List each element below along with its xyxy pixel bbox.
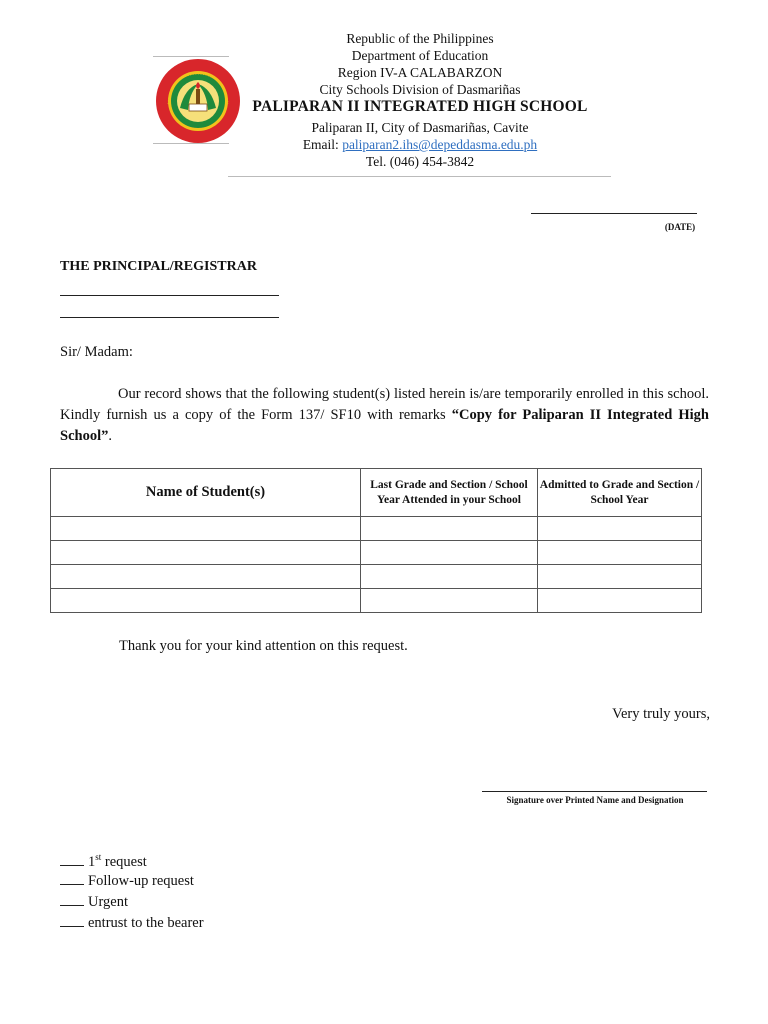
table-cell[interactable]	[538, 517, 702, 541]
addressee-blank-line-1	[60, 295, 279, 296]
school-address: Paliparan II, City of Dasmariñas, Cavite	[311, 120, 529, 135]
table-row	[51, 541, 702, 565]
thanks-text: Thank you for your kind attention on this request.	[119, 638, 408, 654]
salutation: Sir/ Madam:	[60, 344, 133, 360]
checklist-first-request: 1st request	[60, 852, 147, 871]
student-records-table	[50, 468, 702, 613]
body-paragraph	[60, 384, 709, 447]
header-divider	[228, 176, 611, 177]
date-blank-line	[531, 213, 697, 214]
date-label: (DATE)	[664, 222, 696, 232]
table-cell[interactable]	[51, 541, 361, 565]
table-cell[interactable]	[361, 565, 538, 589]
email-label: Email:	[302, 137, 343, 152]
table-cell[interactable]	[538, 589, 702, 613]
table-row	[51, 517, 702, 541]
table-cell[interactable]	[361, 517, 538, 541]
table-cell[interactable]	[51, 517, 361, 541]
table-row	[51, 589, 702, 613]
body-text: Our record shows that the following student(s) listed herein is/are temporarily enrolled in this school. Kindly furnish us a copy of the Form 137/ SF10 with remarks	[60, 386, 709, 423]
checkbox-blank[interactable]	[60, 854, 84, 866]
seal-top-rule	[153, 56, 229, 57]
school-seal-logo	[155, 58, 241, 144]
checklist-follow-up-request: Follow-up request	[60, 873, 194, 890]
table-cell[interactable]	[361, 589, 538, 613]
email-link[interactable]: paliparan2.ihs@depeddasma.edu.ph	[342, 137, 538, 152]
checklist-entrust-bearer: entrust to the bearer	[60, 915, 204, 932]
table-row	[51, 565, 702, 589]
header-last-grade: Last Grade and Section / School Year Attended in your School	[361, 469, 538, 517]
addressee-title: THE PRINCIPAL/REGISTRAR	[60, 259, 257, 274]
checkbox-blank[interactable]	[60, 894, 84, 906]
body-emphasis: “Copy for Paliparan II Integrated High School”	[60, 407, 709, 444]
closing-text: Very truly yours,	[612, 706, 710, 722]
seal-bottom-rule	[153, 143, 229, 144]
signature-line	[482, 791, 707, 792]
school-name: PALIPARAN II INTEGRATED HIGH SCHOOL	[252, 98, 588, 115]
header-admitted-grade: Admitted to Grade and Section / School Year	[538, 469, 702, 517]
table-cell[interactable]	[538, 541, 702, 565]
table-header-row	[51, 469, 702, 517]
table-cell[interactable]	[361, 541, 538, 565]
table-cell[interactable]	[538, 565, 702, 589]
checklist-urgent: Urgent	[60, 894, 128, 911]
school-telephone: Tel. (046) 454-3842	[365, 154, 475, 169]
school-email-line	[250, 136, 590, 153]
table-cell[interactable]	[51, 589, 361, 613]
signature-label: Signature over Printed Name and Designation	[506, 795, 684, 805]
header-department: Department of Education	[351, 48, 489, 63]
addressee-blank-line-2	[60, 317, 279, 318]
header-student-name: Name of Student(s)	[51, 469, 361, 517]
body-end: .	[108, 428, 112, 444]
checkbox-blank[interactable]	[60, 915, 84, 927]
header-republic: Republic of the Philippines	[346, 31, 494, 46]
header-division: City Schools Division of Dasmariñas	[319, 82, 521, 97]
checkbox-blank[interactable]	[60, 873, 84, 885]
table-cell[interactable]	[51, 565, 361, 589]
header-region: Region IV-A CALABARZON	[337, 65, 503, 80]
